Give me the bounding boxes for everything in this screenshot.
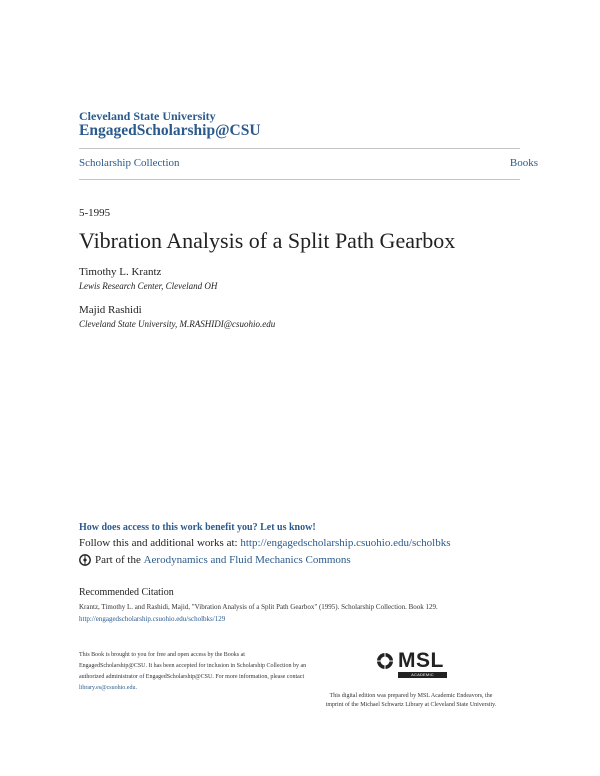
follow-line: [79, 537, 451, 549]
part-of-line: [79, 554, 351, 566]
institution-name: Cleveland State University: [79, 109, 216, 123]
msl-logo: [376, 650, 448, 682]
recommended-citation-heading: Recommended Citation: [79, 587, 174, 598]
follow-prefix: Follow this and additional works at:: [79, 537, 241, 549]
author-affiliation: Lewis Research Center, Cleveland OH: [79, 281, 218, 291]
commons-discipline-link[interactable]: Aerodynamics and Fluid Mechanics Commons: [143, 554, 351, 566]
access-notice: [79, 650, 309, 694]
author-affiliation: Cleveland State University, M.RASHIDI@csuohio.edu: [79, 319, 276, 329]
msl-emblem-icon: [376, 652, 394, 675]
benefit-feedback-link[interactable]: How does access to this work benefit you? Let us know!: [79, 522, 316, 533]
msl-logo-subtitle: ACADEMIC ENDEAVORS: [398, 672, 447, 678]
repository-url-link[interactable]: http://engagedscholarship.csuohio.edu/scholbks: [240, 537, 451, 549]
nav-scholarship-collection-link[interactable]: Scholarship Collection: [79, 157, 180, 169]
nav-books-link[interactable]: Books: [509, 157, 538, 169]
citation-text: Krantz, Timothy L. and Rashidi, Majid, "Vibration Analysis of a Split Path Gearbox" (1995). Scholarship Collection. Book 129.: [79, 603, 438, 611]
author-name: Majid Rashidi: [79, 304, 142, 316]
msl-logo-word: MSL: [398, 649, 444, 672]
publication-date: 5-1995: [79, 207, 111, 219]
part-of-prefix: Part of the: [95, 554, 141, 566]
access-notice-text: This Book is brought to you for free and open access by the Books at EngagedScholarship@CSU. It has been accepted for inclusion in Scholarship Collection by an authorized administrator of EngagedScholarship@CSU. For more information, please contact: [79, 652, 307, 680]
contact-email-link[interactable]: library.es@csuohio.edu.: [79, 685, 137, 691]
citation-url-link[interactable]: http://engagedscholarship.csuohio.edu/scholbks/129: [79, 615, 226, 623]
document-title: Vibration Analysis of a Split Path Gearbox: [79, 228, 456, 253]
author-name: Timothy L. Krantz: [79, 266, 162, 278]
repository-name[interactable]: EngagedScholarship@CSU: [79, 122, 261, 139]
digital-edition-note: This digital edition was prepared by MSL Academic Endeavors, the imprint of the Michael Schwartz Library at Cleveland State University.: [325, 693, 497, 708]
header-rule-top: [79, 148, 520, 149]
header-rule-bottom: [79, 179, 520, 180]
network-commons-icon: [79, 554, 91, 566]
